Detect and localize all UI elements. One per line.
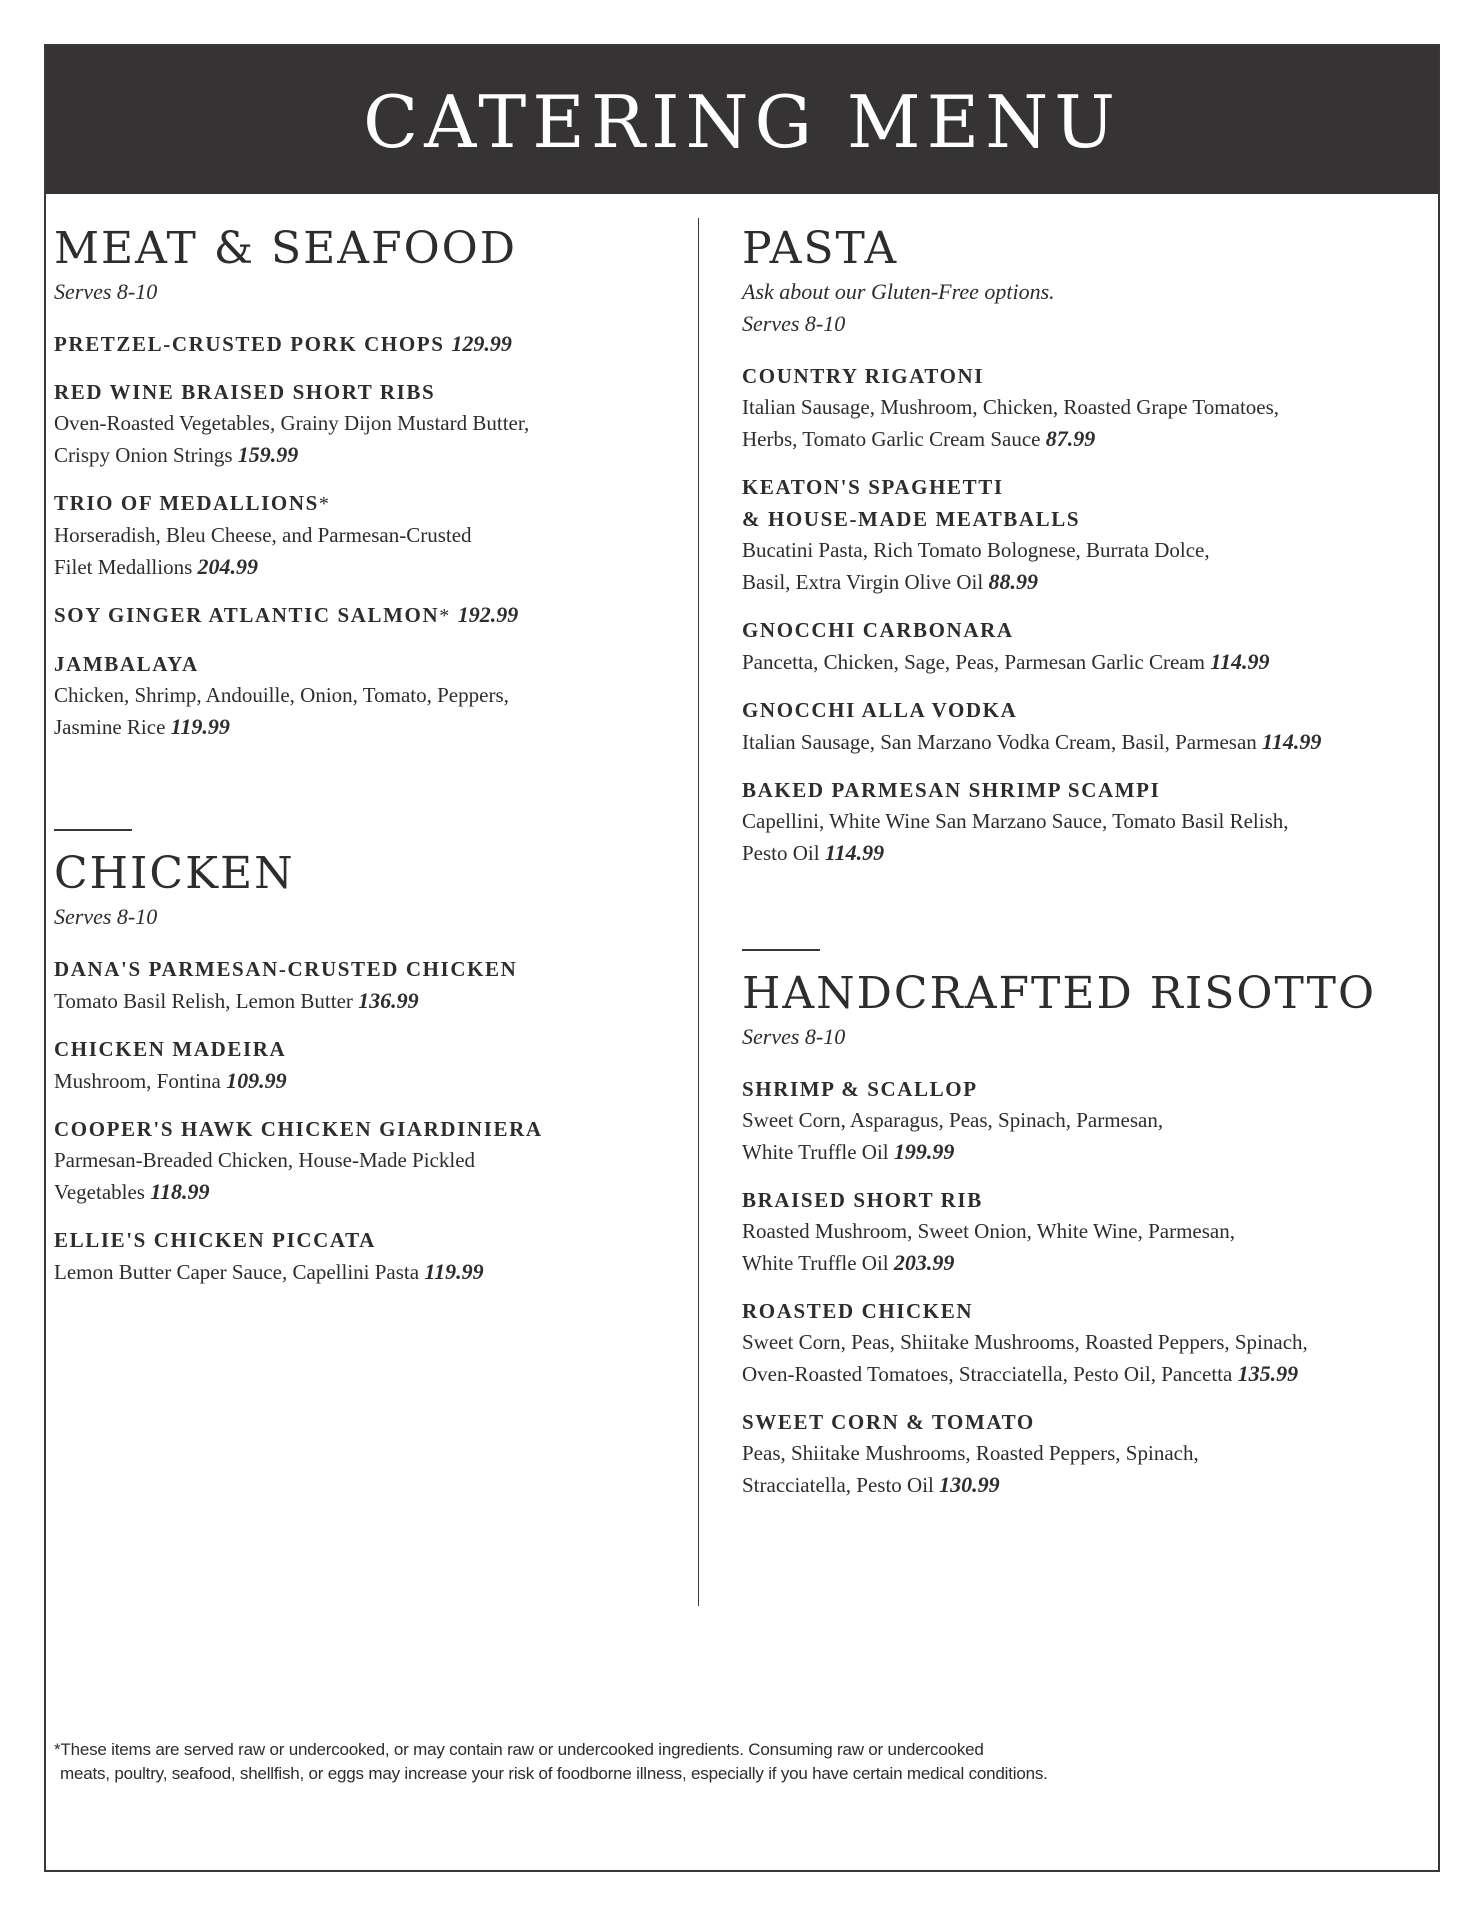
section-chicken [54,847,674,1288]
item-price: 203.99 [893,1250,955,1275]
item-price: 114.99 [1210,649,1270,674]
disclaimer-line: meats, poultry, seafood, shellfish, or eggs may increase your risk of foodborne illness, especially if you have certain medical conditions. [60,1764,1048,1783]
section-rule [742,949,820,951]
raw-warning-mark: * [318,493,331,515]
item-price: 159.99 [237,442,299,467]
item-description: Oven-Roasted Vegetables, Grainy Dijon Mustard Butter, [54,411,530,435]
serves-note: Serves 8-10 [742,311,846,336]
menu-item [54,487,674,583]
item-description: Pancetta, Chicken, Sage, Peas, Parmesan Garlic Cream [742,650,1206,674]
item-price: 204.99 [197,554,258,579]
menu-item [742,694,1382,758]
item-price: 192.99 [457,602,519,627]
item-description: Parmesan-Breaded Chicken, House-Made Pickled [54,1148,476,1172]
section-title: CHICKEN [54,848,295,899]
menu-item [742,1295,1382,1390]
item-name: GNOCCHI ALLA VODKA [742,698,1018,722]
menu-item [742,1406,1382,1501]
serves-note: Serves 8-10 [742,1024,846,1049]
item-name: GNOCCHI CARBONARA [742,618,1014,642]
page-title: CATERING MENU [363,80,1121,164]
item-description: Jasmine Rice [54,715,166,739]
item-name: JAMBALAYA [54,652,199,676]
item-price: 114.99 [1262,729,1322,754]
item-description: Lemon Butter Caper Sauce, Capellini Pasta [54,1260,420,1284]
item-description: Stracciatella, Pesto Oil [742,1473,934,1497]
disclaimer-line: *These items are served raw or undercooked, or may contain raw or undercooked ingredients. Consuming raw or undercooked [54,1740,984,1759]
menu-item [54,953,674,1017]
item-description: Pesto Oil [742,841,820,865]
menu-item [54,1113,674,1208]
menu-item [742,1073,1382,1168]
section-pasta [742,222,1382,869]
item-description: Filet Medallions [54,555,193,579]
item-description: Oven-Roasted Tomatoes, Stracciatella, Pesto Oil, Pancetta [742,1362,1233,1386]
item-name: BRAISED SHORT RIB [742,1188,983,1212]
item-description: Basil, Extra Virgin Olive Oil [742,570,984,594]
item-price: 199.99 [893,1139,955,1164]
item-name: ELLIE'S CHICKEN PICCATA [54,1228,376,1252]
section-title: HANDCRAFTED RISOTTO [742,968,1377,1019]
item-name: TRIO OF MEDALLIONS [54,491,319,515]
item-name: RED WINE BRAISED SHORT RIBS [54,380,436,404]
item-price: 136.99 [358,988,419,1013]
column-divider [698,218,699,1606]
item-price: 87.99 [1045,426,1096,451]
menu-item [54,1033,674,1097]
item-description: White Truffle Oil [742,1251,889,1275]
item-name: DANA'S PARMESAN-CRUSTED CHICKEN [54,957,518,981]
item-description: Roasted Mushroom, Sweet Onion, White Wine, Parmesan, [742,1219,1235,1243]
serves-note: Serves 8-10 [54,279,158,304]
gluten-free-note: Ask about our Gluten-Free options. [742,279,1055,304]
item-name: COUNTRY RIGATONI [742,364,985,388]
item-description: Crispy Onion Strings [54,443,233,467]
item-description: Vegetables [54,1180,145,1204]
item-price: 119.99 [170,714,230,739]
item-description: Chicken, Shrimp, Andouille, Onion, Tomato, Peppers, [54,683,509,707]
menu-item [54,1224,674,1288]
item-description: Italian Sausage, San Marzano Vodka Cream, Basil, Parmesan [742,730,1257,754]
item-price: 109.99 [226,1068,287,1093]
menu-item [742,614,1382,678]
item-name: BAKED PARMESAN SHRIMP SCAMPI [742,778,1161,802]
menu-item [54,376,674,471]
menu-item [54,599,674,632]
menu-item [742,471,1382,598]
item-description: Bucatini Pasta, Rich Tomato Bolognese, Burrata Dolce, [742,538,1210,562]
menu-item [742,360,1382,455]
raw-food-disclaimer [54,1738,1354,1786]
serves-note: Serves 8-10 [54,904,158,929]
item-name: SOY GINGER ATLANTIC SALMON [54,603,440,627]
section-rule [54,829,132,831]
raw-warning-mark: * [439,605,451,627]
item-name: CHICKEN MADEIRA [54,1037,287,1061]
menu-item [742,774,1382,869]
item-price: 130.99 [939,1472,1000,1497]
item-name: ROASTED CHICKEN [742,1299,974,1323]
item-price: 114.99 [824,840,885,865]
menu-item [54,328,674,360]
item-name: KEATON'S SPAGHETTI [742,475,1004,499]
item-description: Mushroom, Fontina [54,1069,221,1093]
menu-item [742,1184,1382,1279]
item-price: 129.99 [451,331,512,356]
item-description: Horseradish, Bleu Cheese, and Parmesan-Crusted [54,523,472,547]
item-description: Capellini, White Wine San Marzano Sauce, Tomato Basil Relish, [742,809,1289,833]
item-price: 88.99 [988,569,1038,594]
item-name: SWEET CORN & TOMATO [742,1410,1035,1434]
item-name: SHRIMP & SCALLOP [742,1077,978,1101]
item-description: Italian Sausage, Mushroom, Chicken, Roasted Grape Tomatoes, [742,395,1280,419]
item-name: PRETZEL-CRUSTED PORK CHOPS [54,332,445,356]
section-title: MEAT & SEAFOOD [54,223,518,274]
header-banner [46,46,1438,194]
menu-item [54,648,674,743]
item-name: COOPER'S HAWK CHICKEN GIARDINIERA [54,1117,543,1141]
item-price: 118.99 [150,1179,210,1204]
right-column [742,222,1382,1517]
item-description: Sweet Corn, Peas, Shiitake Mushrooms, Roasted Peppers, Spinach, [742,1330,1308,1354]
item-description: Peas, Shiitake Mushrooms, Roasted Peppers, Spinach, [742,1441,1199,1465]
section-meat-seafood [54,222,674,743]
item-description: Sweet Corn, Asparagus, Peas, Spinach, Parmesan, [742,1108,1164,1132]
item-description: White Truffle Oil [742,1140,889,1164]
left-column [54,222,674,1304]
item-price: 135.99 [1237,1361,1299,1386]
item-name: & HOUSE-MADE MEATBALLS [742,507,1081,531]
item-price: 119.99 [424,1259,484,1284]
section-risotto [742,967,1382,1501]
section-title: PASTA [742,223,899,274]
item-description: Herbs, Tomato Garlic Cream Sauce [742,427,1041,451]
item-description: Tomato Basil Relish, Lemon Butter [54,989,353,1013]
